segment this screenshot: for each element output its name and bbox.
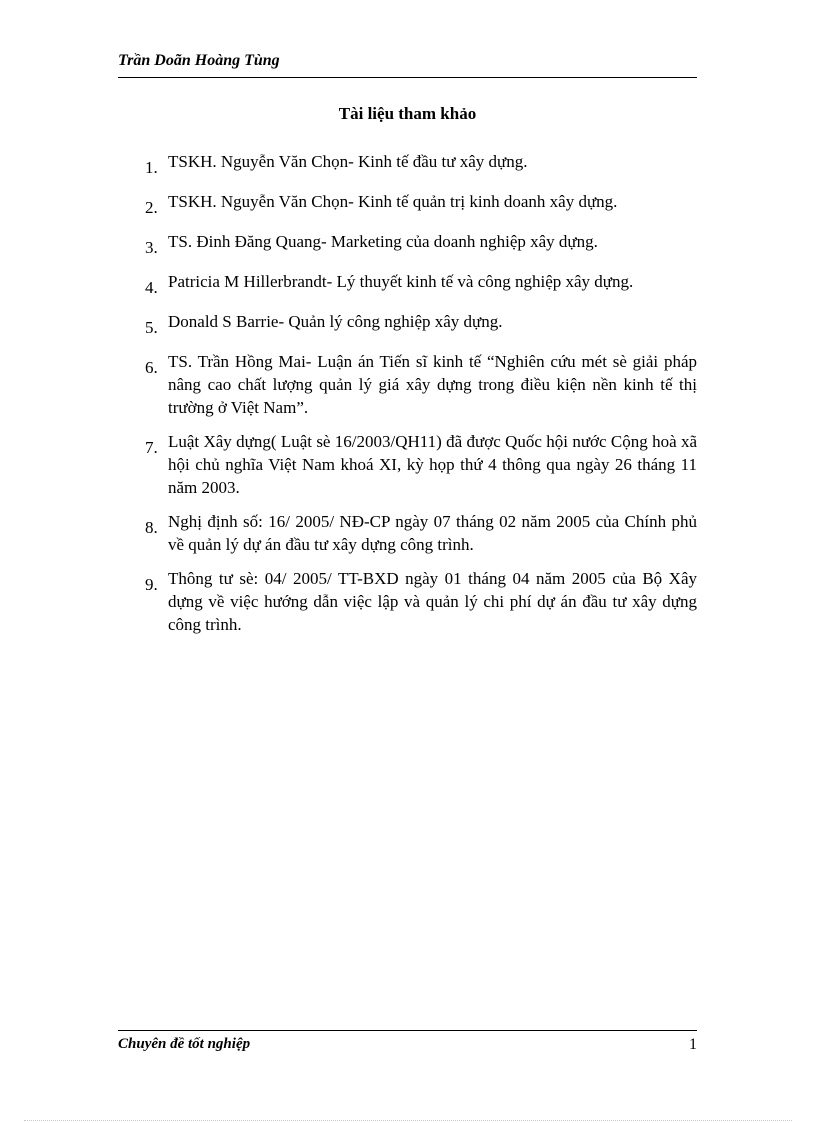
page-number: 1 (689, 1036, 697, 1053)
reference-number: 6. (145, 358, 158, 377)
reference-item (118, 430, 697, 499)
reference-number: 1. (145, 158, 158, 177)
reference-item (118, 150, 697, 179)
reference-text: Thông tư sè: 04/ 2005/ TT-BXD ngày 01 tháng 04 năm 2005 của Bộ Xây dựng về việc hướng dẫn việc lập và quản lý chi phí dự án đầu tư xây dựng công trình. (168, 569, 697, 634)
reference-number: 3. (145, 238, 158, 257)
reference-number: 2. (145, 198, 158, 217)
reference-text: TSKH. Nguyễn Văn Chọn- Kinh tế quản trị kinh doanh xây dựng. (168, 192, 618, 211)
header-author: Trần Doãn Hoàng Tùng (118, 52, 280, 69)
reference-item (118, 567, 697, 636)
reference-text: Nghị định số: 16/ 2005/ NĐ-CP ngày 07 tháng 02 năm 2005 của Chính phủ về quản lý dự án đầu tư xây dựng công trình. (168, 512, 697, 554)
reference-item (118, 230, 697, 259)
reference-text: TSKH. Nguyễn Văn Chọn- Kinh tế đầu tư xây dựng. (168, 152, 528, 171)
page-title: Tài liệu tham khảo (338, 104, 477, 123)
page-bottom-edge (24, 1120, 792, 1121)
footer-label: Chuyên đề tốt nghiệp (118, 1036, 251, 1052)
reference-text: TS. Trần Hồng Mai- Luận án Tiến sĩ kinh tế “Nghiên cứu mét sè giải pháp nâng cao chất lượng quản lý giá xây dựng trong điều kiện nền kinh tế thị trường ở Việt Nam”. (168, 352, 697, 417)
reference-number: 8. (145, 518, 158, 537)
reference-text: Donald S Barrie- Quản lý công nghiệp xây dựng. (168, 312, 503, 331)
reference-item (118, 310, 697, 339)
reference-text: Patricia M Hillerbrandt- Lý thuyết kinh tế và công nghiệp xây dựng. (168, 272, 634, 291)
reference-number: 4. (145, 278, 158, 297)
reference-item (118, 270, 697, 299)
reference-list (118, 150, 697, 647)
reference-number: 7. (145, 438, 158, 457)
reference-text: TS. Đinh Đăng Quang- Marketing của doanh nghiệp xây dựng. (168, 232, 598, 251)
header-divider (118, 77, 697, 78)
reference-item (118, 510, 697, 556)
reference-item (118, 190, 697, 219)
reference-text: Luật Xây dựng( Luật sè 16/2003/QH11) đã được Quốc hội nước Cộng hoà xã hội chủ nghĩa Việt Nam khoá XI, kỳ họp thứ 4 thông qua ngày 26 tháng 11 năm 2003. (168, 432, 697, 497)
footer-divider (118, 1030, 697, 1031)
reference-number: 5. (145, 318, 158, 337)
reference-number: 9. (145, 575, 158, 594)
reference-item (118, 350, 697, 419)
